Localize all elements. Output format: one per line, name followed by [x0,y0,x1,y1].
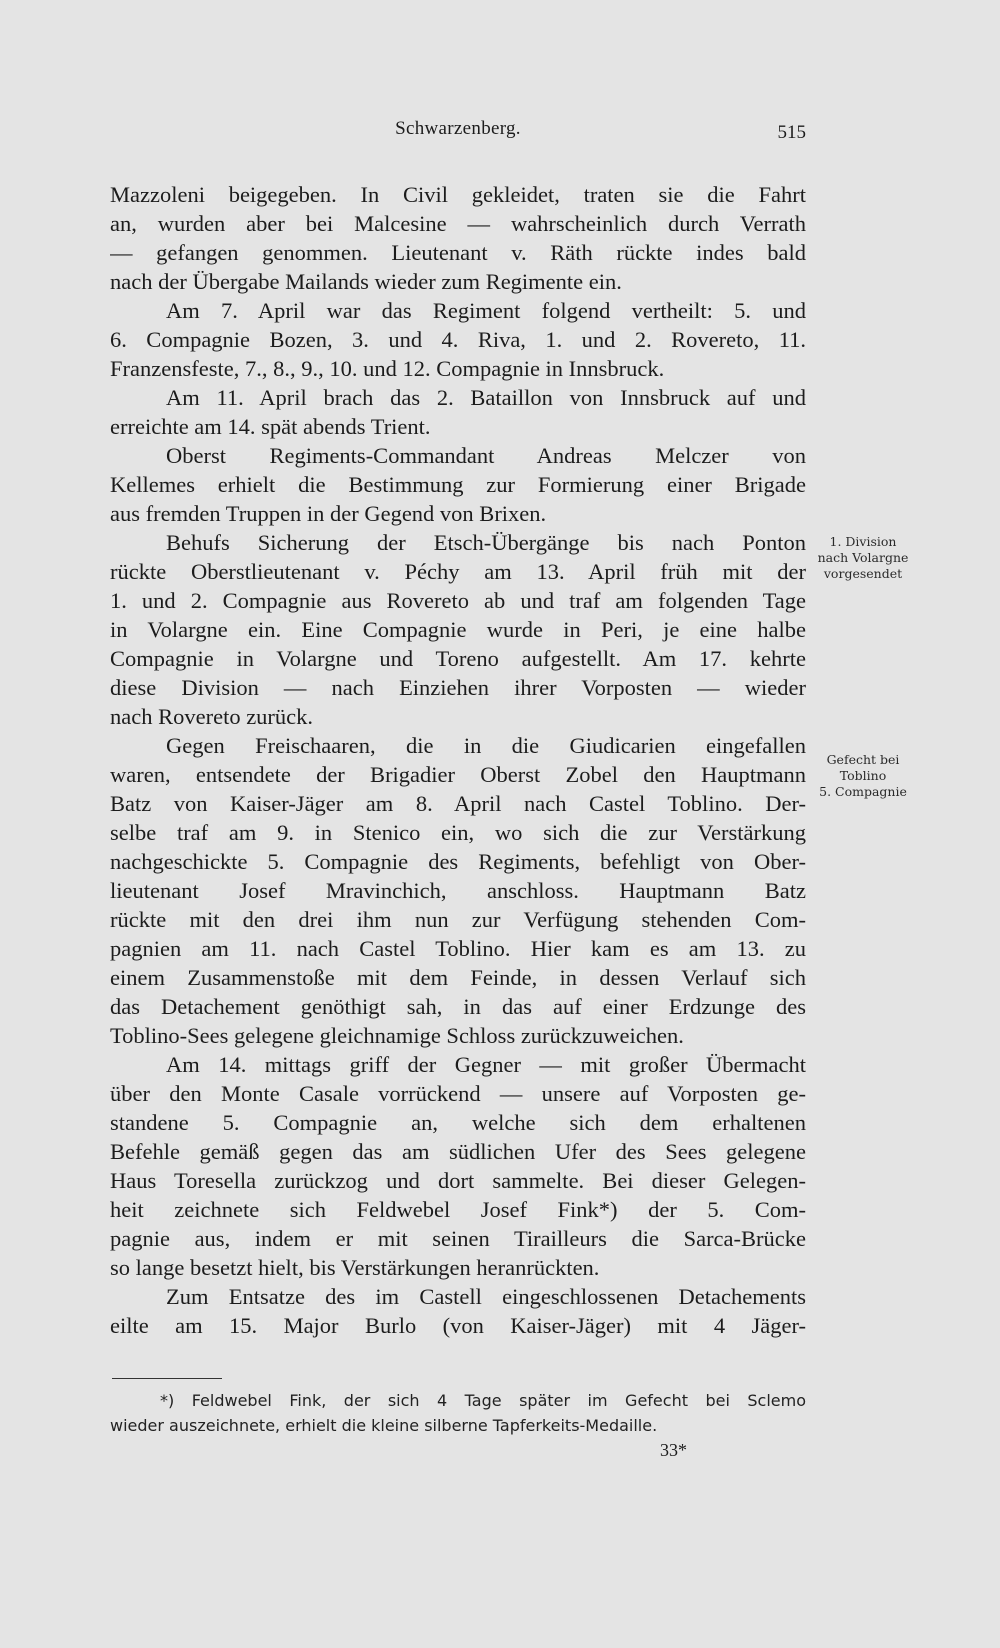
text-line: Am 11. April brach das 2. Bataillon von Innsbruck auf und [166,385,806,410]
text-line: diese Division — nach Einziehen ihrer Vorposten — wieder [110,675,806,700]
text-line: Am 14. mittags griff der Gegner — mit großer Übermacht [166,1052,806,1077]
text-line: 6. Compagnie Bozen, 3. und 4. Riva, 1. und 2. Rovereto, 11. [110,327,806,352]
margin-note-gefecht [808,752,918,800]
text-line: an, wurden aber bei Malcesine — wahrscheinlich durch Verrath [110,211,806,236]
signature-mark: 33* [660,1440,687,1460]
body-text [110,180,806,1340]
text-line: — gefangen genommen. Lieutenant v. Räth rückte indes bald [110,240,806,265]
text-line: nach Rovereto zurück. [110,704,314,729]
text-line: Haus Toresella zurückzog und dort sammelte. Bei dieser Gelegen- [110,1168,806,1193]
footnote-line: wieder auszeichnete, erhielt die kleine silberne Tapferkeits-Medaille. [110,1416,658,1435]
text-line: Kellemes erhielt die Bestimmung zur Formierung einer Brigade [110,472,806,497]
text-line: nachgeschickte 5. Compagnie des Regiments, befehligt von Ober- [110,849,806,874]
text-line: Zum Entsatze des im Castell eingeschlossenen Detachements [166,1284,806,1309]
footnote-line: *) Feldwebel Fink, der sich 4 Tage später im Gefecht bei Sclemo [160,1391,806,1410]
text-line: erreichte am 14. spät abends Trient. [110,414,431,439]
text-line: einem Zusammenstoße mit dem Feinde, in dessen Verlauf sich [110,965,806,990]
text-line: 1. und 2. Compagnie aus Rovereto ab und traf am folgenden Tage [110,588,806,613]
text-line: über den Monte Casale vorrückend — unsere auf Vorposten ge- [110,1081,806,1106]
margin-note-division [808,534,918,582]
text-line: Am 7. April war das Regiment folgend vertheilt: 5. und [166,298,806,323]
text-line: eilte am 15. Major Burlo (von Kaiser-Jäger) mit 4 Jäger- [110,1313,806,1338]
margin-note-line: nach Volargne [817,550,909,565]
margin-note-line: Toblino [839,768,887,783]
text-line: Behufs Sicherung der Etsch-Übergänge bis nach Ponton [166,530,806,555]
text-line: nach der Übergabe Mailands wieder zum Regimente ein. [110,269,622,294]
text-line: aus fremden Truppen in der Gegend von Brixen. [110,501,547,526]
margin-note-line: 1. Division [829,534,897,549]
text-line: waren, entsendete der Brigadier Oberst Zobel den Hauptmann [110,762,806,787]
text-line: Mazzoleni beigegeben. In Civil gekleidet, traten sie die Fahrt [110,182,806,207]
margin-note-line: 5. Compagnie [819,784,907,799]
text-line: Gegen Freischaaren, die in die Giudicarien eingefallen [166,733,806,758]
footnote-rule [112,1378,222,1379]
text-line: Oberst Regiments-Commandant Andreas Melczer von [166,443,806,468]
text-line: pagnie aus, indem er mit seinen Tirailleurs die Sarca-Brücke [110,1226,806,1251]
text-line: pagnien am 11. nach Castel Toblino. Hier kam es am 13. zu [110,936,806,961]
text-line: in Volargne ein. Eine Compagnie wurde in Peri, je eine halbe [110,617,806,642]
text-line: Batz von Kaiser-Jäger am 8. April nach Castel Toblino. Der- [110,791,806,816]
margin-note-line: vorgesendet [823,566,903,581]
text-line: so lange besetzt hielt, bis Verstärkungen heranrückten. [110,1255,600,1280]
text-line: lieutenant Josef Mravinchich, anschloss. Hauptmann Batz [110,878,806,903]
margin-note-line: Gefecht bei [826,752,900,767]
text-line: Toblino-Sees gelegene gleichnamige Schloss zurückzuweichen. [110,1023,684,1048]
text-line: Compagnie in Volargne und Toreno aufgestellt. Am 17. kehrte [110,646,806,671]
text-line: Befehle gemäß gegen das am südlichen Ufer des Sees gelegene [110,1139,806,1164]
text-line: rückte mit den drei ihm nun zur Verfügung stehenden Com- [110,907,806,932]
text-line: Franzensfeste, 7., 8., 9., 10. und 12. Compagnie in Innsbruck. [110,356,665,381]
text-line: selbe traf am 9. in Stenico ein, wo sich die zur Verstärkung [110,820,806,845]
page-number: 515 [777,122,806,143]
text-line: rückte Oberstlieutenant v. Péchy am 13. April früh mit der [110,559,806,584]
page-header [110,118,806,148]
running-title: Schwarzenberg. [395,118,521,139]
text-line: heit zeichnete sich Feldwebel Josef Fink*) der 5. Com- [110,1197,806,1222]
text-line: standene 5. Compagnie an, welche sich dem erhaltenen [110,1110,806,1135]
text-line: das Detachement genöthigt sah, in das auf einer Erdzunge des [110,994,806,1019]
footnote [110,1388,806,1438]
